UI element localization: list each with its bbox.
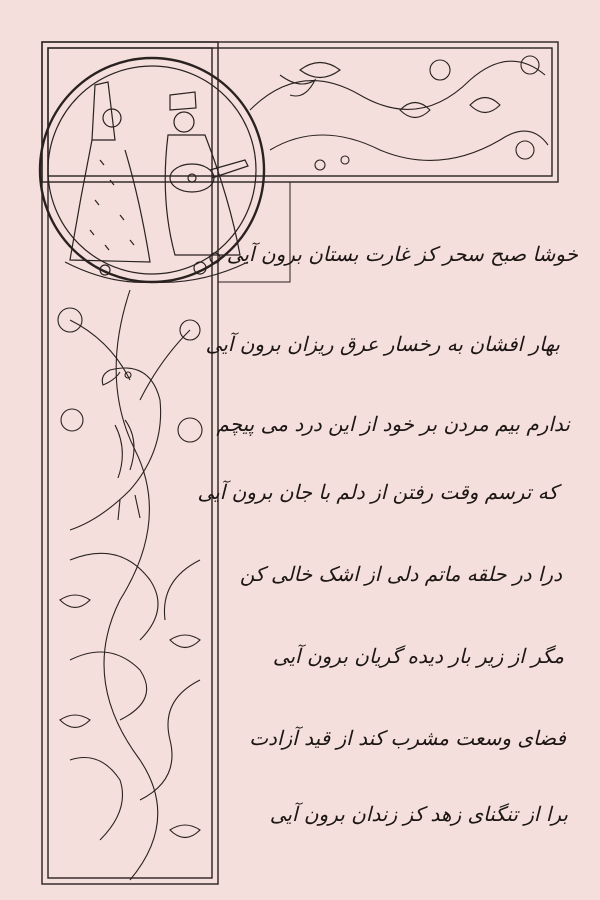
top-foliage-icon	[250, 56, 548, 170]
poem-line-6: مگر از زیر بار دیده گریان برون آیی	[272, 644, 564, 668]
poem-line-7: فضای وسعت مشرب کند از قید آزادت	[249, 726, 566, 750]
poem-line-4: که ترسم وقت رفتن از دلم با جان برون آیی	[197, 480, 558, 504]
poem-line-5: درا در حلقه ماتم دلی از اشک خالی کن	[239, 562, 562, 586]
left-foliage-icon	[58, 290, 202, 880]
poem-line-1: خوشا صبح سحر کز غارت بستان برون آیی	[226, 242, 578, 266]
poem-line-8: برا از تنگنای زهد کز زندان برون آیی	[269, 802, 568, 826]
poem-line-2: بهار افشان به رخسار عرق ریزان برون آیی	[205, 332, 560, 356]
poem-line-3: ندارم بیم مردن بر خود از این درد می پیچم	[216, 412, 570, 436]
